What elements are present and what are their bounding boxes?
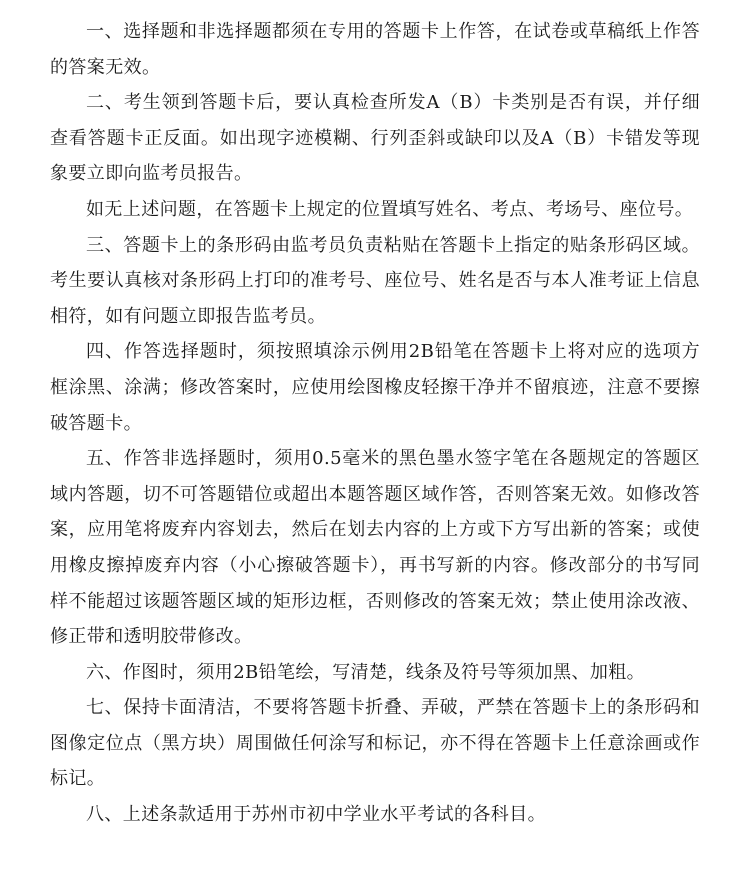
- rule-paragraph-3: 三、答题卡上的条形码由监考员负责粘贴在答题卡上指定的贴条形码区域。考生要认真核对条形码上打印的准考号、座位号、姓名是否与本人准考证上信息相符，如有问题立即报告监考员。: [50, 234, 700, 327]
- rule-paragraph-5: 五、作答非选择题时，须用0.5毫米的黑色墨水签字笔在各题规定的答题区域内答题，切不可答题错位或超出本题答题区域作答，否则答案无效。如修改答案，应用笔将废弃内容划去，然后在划去内容的上方或下方写出新的答案；或使用橡皮擦掉废弃内容（小心擦破答题卡），再书写新的内容。修改部分的书写同样不能超过该题答题区域的矩形边框，否则修改的答案无效；禁止使用涂改液、修正带和透明胶带修改。: [50, 448, 700, 648]
- rule-paragraph-1: 一、选择题和非选择题都须在专用的答题卡上作答，在试卷或草稿纸上作答的答案无效。: [50, 21, 700, 78]
- rule-paragraph-6: 六、作图时，须用2B铅笔绘，写清楚，线条及符号等须加黑、加粗。: [86, 661, 646, 683]
- rule-paragraph-4: 四、作答选择题时，须按照填涂示例用2B铅笔在答题卡上将对应的选项方框涂黑、涂满；修改答案时，应使用绘图橡皮轻擦干净并不留痕迹，注意不要擦破答题卡。: [50, 341, 700, 434]
- rule-paragraph-2-note: 如无上述问题，在答题卡上规定的位置填写姓名、考点、考场号、座位号。: [86, 198, 694, 220]
- rule-paragraph-7: 七、保持卡面清洁，不要将答题卡折叠、弄破，严禁在答题卡上的条形码和图像定位点（黑方块）周围做任何涂写和标记，亦不得在答题卡上任意涂画或作标记。: [50, 697, 700, 790]
- rule-paragraph-2: 二、考生领到答题卡后，要认真检查所发A（B）卡类别是否有误，并仔细查看答题卡正反面。如出现字迹模糊、行列歪斜或缺印以及A（B）卡错发等现象要立即向监考员报告。: [50, 92, 700, 185]
- rule-paragraph-8: 八、上述条款适用于苏州市初中学业水平考试的各科目。: [86, 804, 546, 826]
